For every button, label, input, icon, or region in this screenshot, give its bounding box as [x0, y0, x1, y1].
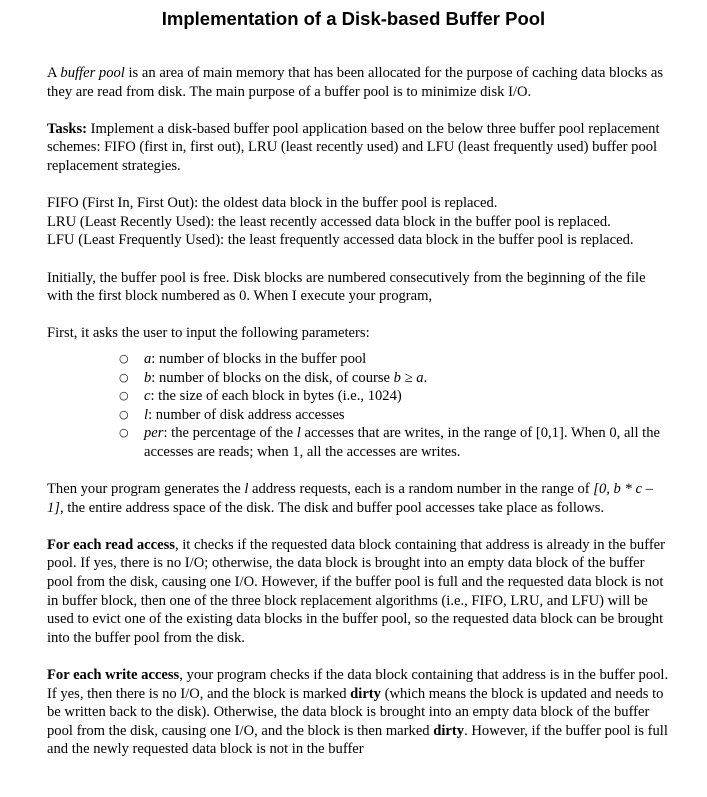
param-name: a — [144, 350, 152, 367]
read-access-paragraph — [47, 536, 671, 648]
tasks-text: Implement a disk-based buffer pool application based on the below three buffer pool replacement schemes: FIFO (first in, first out), LRU (least recently used) and LFU (least frequently used) buffer pool replacement strategies. — [47, 120, 660, 174]
intro-text-end: is an area of main memory that has been allocated for the purpose of caching data blocks as they are read from disk. The main purpose of a buffer pool is to minimize disk I/O. — [47, 65, 664, 100]
tasks-label: Tasks: — [47, 120, 88, 137]
param-desc: : the percentage of the — [163, 425, 297, 442]
first-paragraph: First, it asks the user to input the following parameters: — [47, 325, 370, 342]
write-access-label: For each write access — [47, 667, 180, 683]
intro-text-start: A — [47, 65, 61, 81]
definitions-paragraph — [47, 194, 671, 250]
intro-paragraph — [47, 64, 671, 101]
param-tail: . — [423, 369, 428, 386]
initial-paragraph: Initially, the buffer pool is free. Disk blocks are numbered consecutively from the beginning of the file with the first block numbered as 0. When I execute your program, — [47, 269, 646, 305]
write-text-3: . However, if the buffer pool is full and the newly requested data block is not in the buffer — [47, 722, 668, 758]
param-desc: : number of blocks in the buffer pool — [151, 350, 367, 367]
document-body — [47, 64, 671, 778]
list-item — [119, 387, 671, 406]
write-text-2: (which means the block is updated and needs to be written back to the disk). Otherwise, the data block is brought into an empty data block of the buffer pool from the disk, causing one I/O, and the block is then marked — [47, 685, 664, 739]
definition-lru: LRU (Least Recently Used): the least recently accessed data block in the buffer pool is replaced. — [47, 213, 611, 230]
address-range: [0, b * c – 1] — [47, 481, 653, 516]
param-name: b — [144, 369, 152, 386]
param-desc: : number of blocks on the disk, of course — [151, 369, 394, 386]
definition-lfu: LFU (Least Frequently Used): the least frequently accessed data block in the buffer pool is replaced. — [47, 232, 634, 249]
param-desc: : number of disk address accesses — [148, 406, 345, 423]
page-title: Implementation of a Disk-based Buffer Pool — [161, 8, 546, 29]
list-item — [119, 424, 671, 461]
list-item — [119, 406, 671, 425]
param-name: c — [144, 388, 151, 405]
circle-bullet-icon: ○ — [119, 370, 129, 384]
parameter-list — [47, 350, 671, 462]
read-access-label: For each read access — [47, 536, 175, 553]
definition-fifo: FIFO (First In, First Out): the oldest data block in the buffer pool is replaced. — [47, 195, 498, 212]
then-var: l — [244, 481, 249, 498]
tasks-paragraph — [47, 120, 671, 176]
param-name: l — [144, 406, 149, 423]
param-var: l — [296, 425, 301, 442]
circle-bullet-icon: ○ — [119, 389, 129, 403]
param-tail: accesses that are writes, in the range of [0,1]. When 0, all the accesses are reads; when 1, all the accesses are writes. — [144, 425, 661, 460]
then-text-mid: address requests, each is a random number in the range of — [248, 481, 594, 498]
write-text-1: , your program checks if the data block containing that address is in the buffer pool. If yes, then there is no I/O, and the block is marked — [47, 667, 669, 702]
read-access-text: , it checks if the requested data block containing that address is already in the buffer pool. If yes, there is no I/O; otherwise, the data block is brought into an empty data block of the buffer pool from the disk, causing one I/O. However, if the buffer pool is full and the requested data block is not in buffer block, then one of the three block replacement algorithms (i.e., FIFO, LRU, and LFU) will be used to evict one of the existing data blocks in the buffer pool, so the requested data block can be brought into the buffer pool from the disk. — [47, 536, 666, 646]
dirty-term: dirty — [350, 685, 381, 702]
param-constraint: b ≥ a — [393, 369, 424, 386]
list-item — [119, 369, 671, 388]
then-text-start: Then your program generates the — [47, 481, 245, 498]
then-text-end: , the entire address space of the disk. The disk and buffer pool accesses take place as follows. — [59, 499, 605, 516]
buffer-pool-term: buffer pool — [60, 65, 125, 81]
dirty-term: dirty — [433, 722, 465, 739]
write-access-paragraph — [47, 666, 671, 759]
list-item — [119, 350, 671, 369]
param-name: per — [144, 425, 164, 442]
then-paragraph — [47, 480, 671, 517]
circle-bullet-icon: ○ — [119, 407, 129, 421]
circle-bullet-icon: ○ — [119, 351, 129, 365]
param-desc: : the size of each block in bytes (i.e., 1024) — [150, 388, 402, 405]
circle-bullet-icon: ○ — [119, 426, 129, 440]
